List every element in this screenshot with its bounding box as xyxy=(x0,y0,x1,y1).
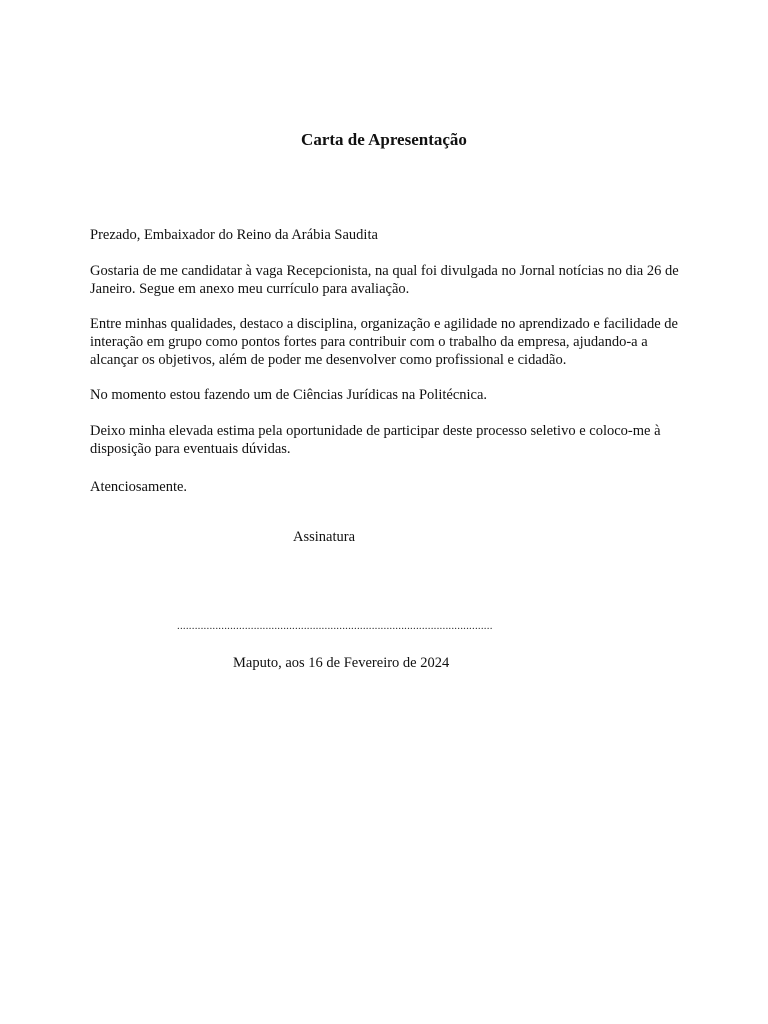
letter-paragraph-studies: No momento estou fazendo um de Ciências Jurídicas na Politécnica. xyxy=(90,387,488,403)
letter-salutation: Prezado, Embaixador do Reino da Arábia Saudita xyxy=(90,227,378,243)
letter-paragraph-farewell: Deixo minha elevada estima pela oportunidade de participar deste processo seletivo e coloco-me à disposição para eventuais dúvidas. xyxy=(90,423,661,457)
letter-closing: Atenciosamente. xyxy=(90,479,188,495)
letter-paragraph-qualities: Entre minhas qualidades, destaco a disciplina, organização e agilidade no aprendizado e facilidade de interação em grupo como pontos fortes para contribuir com o trabalho da empresa, ajudando-a a alcançar os objetivos, além de poder me desenvolver como profissional e cidadão. xyxy=(90,316,678,368)
place-and-date: Maputo, aos 16 de Fevereiro de 2024 xyxy=(233,655,450,671)
letter-paragraph-application: Gostaria de me candidatar à vaga Recepcionista, na qual foi divulgada no Jornal notícias no dia 26 de Janeiro. Segue em anexo meu currículo para avaliação. xyxy=(90,263,679,297)
signature-line: ........................................................................................................... xyxy=(177,620,493,632)
signature-label: Assinatura xyxy=(293,529,356,545)
letter-title: Carta de Apresentação xyxy=(301,130,467,149)
